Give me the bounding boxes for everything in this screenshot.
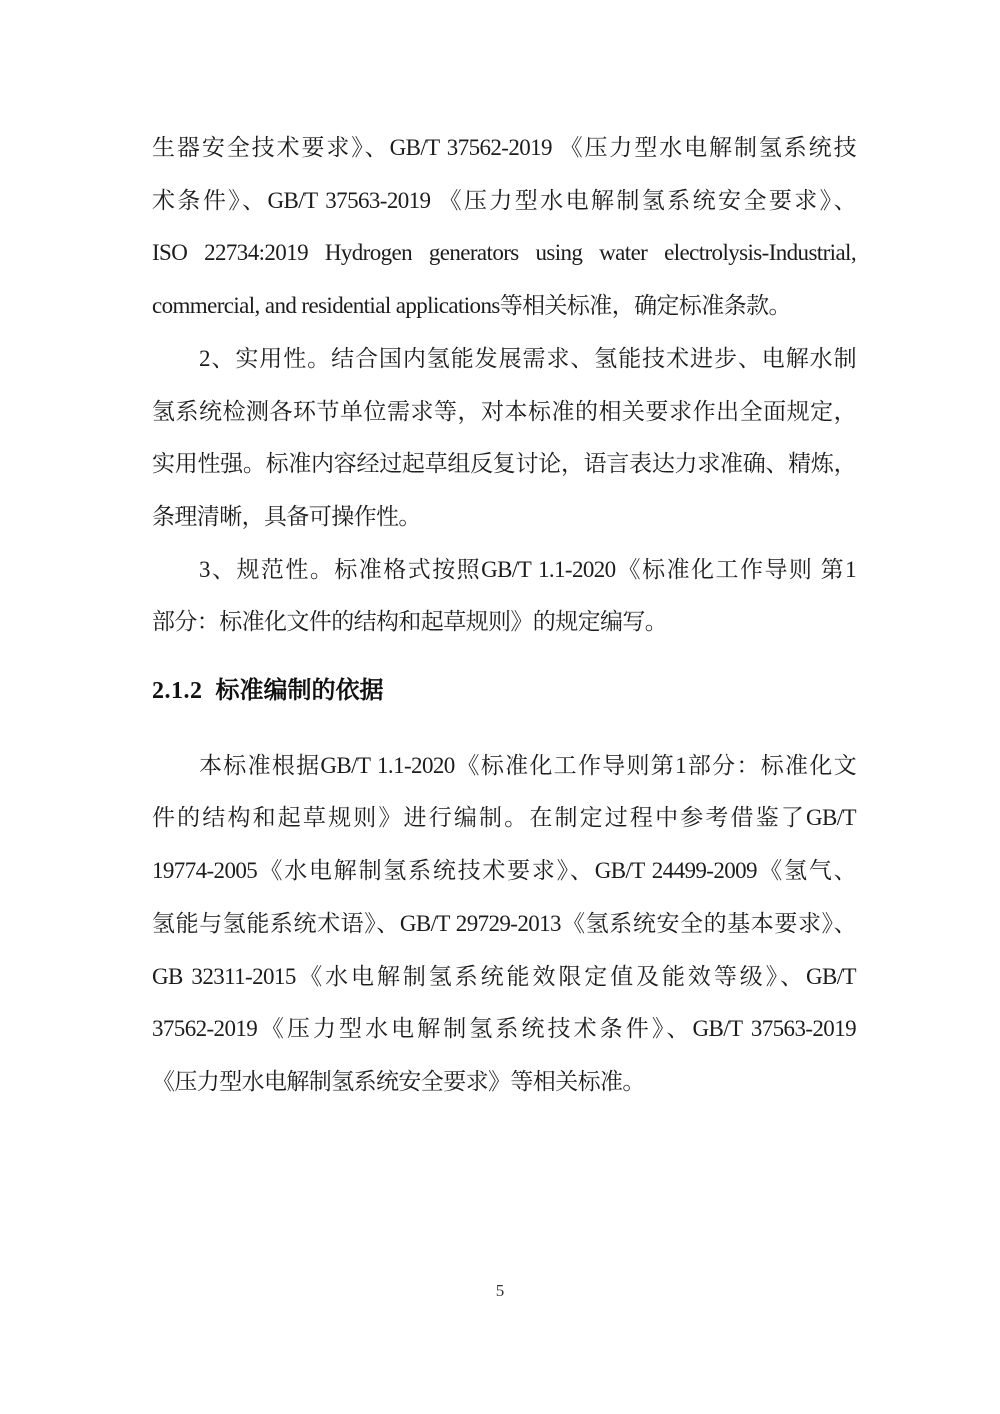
text-line: GB 32311-2015《水电解制氢系统能效限定值及能效等级》、GB/T <box>152 963 856 989</box>
text-line: 37562-2019《压力型水电解制氢系统技术条件》、GB/T 37563-2019 <box>152 1016 856 1042</box>
section-heading <box>152 665 856 718</box>
text-line: 氢能与氢能系统术语》、GB/T 29729-2013《氢系统安全的基本要求》、 <box>152 910 856 936</box>
text-line: 《压力型水电解制氢系统安全要求》等相关标准。 <box>152 1068 645 1094</box>
text-line: 19774-2005《水电解制氢系统技术要求》、GB/T 24499-2009《氢气、 <box>152 858 856 884</box>
text-line: commercial, and residential applications等相关标准，确定标准条款。 <box>152 293 791 319</box>
section-heading-title: 标准编制的依据 <box>215 678 384 705</box>
text-line: 部分：标准化文件的结构和起草规则》的规定编写。 <box>152 609 668 635</box>
text-line: 条理清晰，具备可操作性。 <box>152 503 421 529</box>
text-line: 件的结构和起草规则》进行编制。在制定过程中参考借鉴了GB/T <box>152 805 856 831</box>
paragraph-normativity <box>152 544 856 649</box>
text-line: 生器安全技术要求》、GB/T 37562-2019 《压力型水电解制氢系统技 <box>152 135 856 160</box>
paragraph-continuation <box>152 122 856 333</box>
text-line: 本标准根据GB/T 1.1-2020《标准化工作导则第1部分：标准化文 <box>199 752 856 778</box>
text-line: 氢系统检测各环节单位需求等，对本标准的相关要求作出全面规定， <box>152 398 856 424</box>
paragraph-basis <box>152 740 856 1109</box>
text-line: 2、实用性。结合国内氢能发展需求、氢能技术进步、电解水制 <box>199 345 856 371</box>
page-number: 5 <box>495 1281 505 1300</box>
document-page <box>152 122 856 1109</box>
text-line: ISO 22734:2019 Hydrogen generators using water electrolysis-Industrial, <box>152 240 856 266</box>
section-heading-number: 2.1.2 <box>152 678 203 705</box>
text-line: 3、规范性。标准格式按照GB/T 1.1-2020《标准化工作导则 第1 <box>199 556 856 582</box>
text-line: 实用性强。标准内容经过起草组反复讨论，语言表达力求准确、精炼， <box>152 451 856 477</box>
paragraph-practicality <box>152 333 856 544</box>
text-line: 术条件》、GB/T 37563-2019 《压力型水电解制氢系统安全要求》、 <box>152 187 856 213</box>
